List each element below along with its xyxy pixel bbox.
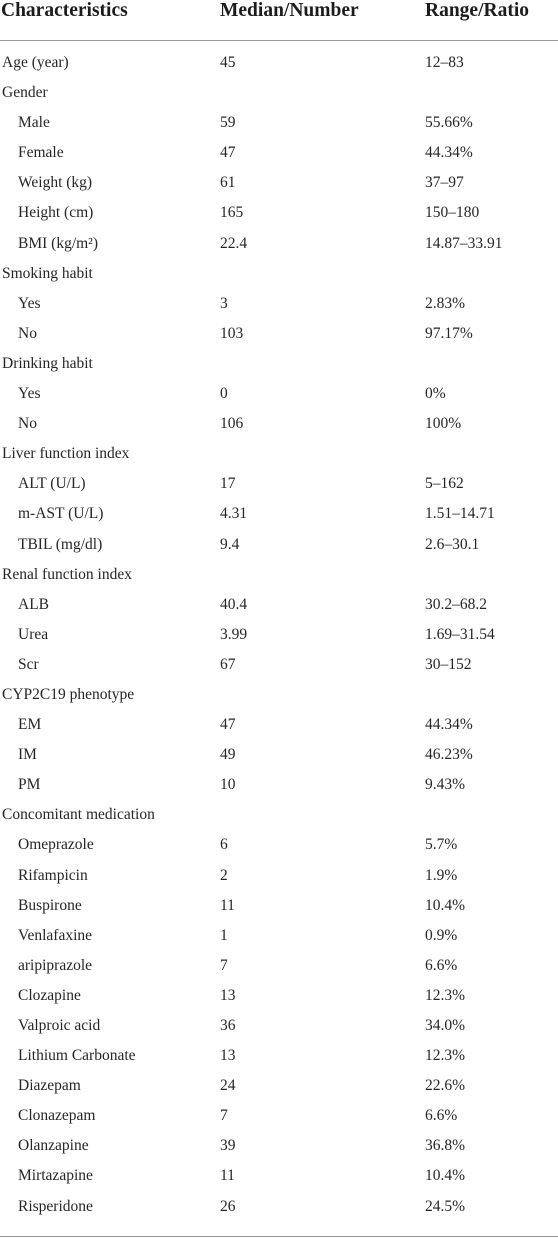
row-median-number: 7	[220, 956, 228, 974]
row-label: ALT (U/L)	[18, 475, 86, 493]
row-label: No	[18, 324, 37, 342]
row-label: Urea	[18, 625, 49, 643]
table-row	[0, 625, 558, 655]
row-median-number: 13	[220, 1047, 236, 1065]
row-range-ratio: 5.7%	[425, 836, 458, 854]
row-median-number: 39	[220, 1137, 236, 1155]
row-label: PM	[18, 776, 41, 794]
row-median-number: 3	[220, 294, 228, 312]
row-range-ratio: 22.6%	[425, 1077, 466, 1095]
row-range-ratio: 12.3%	[425, 1047, 466, 1065]
row-label: Rifampicin	[18, 866, 88, 884]
row-range-ratio: 46.23%	[425, 746, 473, 764]
row-median-number: 9.4	[220, 535, 240, 553]
row-label: Clonazepam	[18, 1107, 96, 1125]
table-row	[0, 1046, 558, 1076]
row-range-ratio: 1.69–31.54	[425, 625, 495, 643]
table-row	[0, 986, 558, 1016]
table-row	[0, 956, 558, 986]
row-median-number: 40.4	[220, 595, 248, 613]
row-label: Smoking habit	[2, 264, 93, 282]
row-range-ratio: 97.17%	[425, 324, 473, 342]
table-row	[0, 835, 558, 865]
row-label: Clozapine	[18, 986, 81, 1004]
row-median-number: 67	[220, 655, 236, 673]
header-range-ratio: Range/Ratio	[425, 0, 529, 21]
row-median-number: 10	[220, 776, 236, 794]
row-label: Weight (kg)	[18, 174, 93, 192]
header-median-number: Median/Number	[220, 0, 359, 21]
table-row	[0, 173, 558, 203]
row-median-number: 47	[220, 716, 236, 734]
row-label: Scr	[18, 655, 39, 673]
row-median-number: 45	[220, 54, 236, 71]
row-median-number: 11	[220, 896, 235, 914]
row-median-number: 103	[220, 324, 244, 342]
table-row	[0, 896, 558, 926]
row-label: Lithium Carbonate	[18, 1047, 136, 1065]
table-row	[0, 775, 558, 805]
row-range-ratio: 6.6%	[425, 1107, 458, 1125]
row-label: Concomitant medication	[2, 806, 155, 824]
row-median-number: 22.4	[220, 234, 248, 252]
table-row	[0, 1106, 558, 1136]
row-label: Male	[18, 114, 50, 132]
row-range-ratio: 55.66%	[425, 114, 473, 132]
row-median-number: 6	[220, 836, 228, 854]
row-label: IM	[18, 746, 37, 764]
table-row	[0, 203, 558, 233]
row-label: Female	[18, 144, 64, 162]
table-row	[0, 655, 558, 685]
row-range-ratio: 0%	[425, 385, 446, 403]
table-row	[0, 926, 558, 956]
row-label: Buspirone	[18, 896, 82, 914]
table-row	[0, 1166, 558, 1196]
header-characteristics: Characteristics	[1, 0, 128, 21]
table-group-row	[0, 264, 558, 294]
table-bottom-rule	[0, 1236, 558, 1237]
row-range-ratio: 34.0%	[425, 1017, 466, 1034]
row-label: aripiprazole	[18, 956, 93, 974]
table-group-row	[0, 565, 558, 595]
table-row	[0, 866, 558, 896]
row-median-number: 165	[220, 204, 244, 222]
table-row	[0, 715, 558, 745]
row-label: CYP2C19 phenotype	[2, 685, 135, 703]
row-range-ratio: 37–97	[425, 174, 464, 192]
table-group-row	[0, 444, 558, 474]
row-range-ratio: 10.4%	[425, 1167, 466, 1185]
row-median-number: 59	[220, 114, 236, 132]
row-label: BMI (kg/m²)	[18, 234, 98, 252]
row-label: Diazepam	[18, 1077, 81, 1095]
row-label: Olanzapine	[18, 1137, 89, 1155]
row-median-number: 2	[220, 866, 228, 884]
row-range-ratio: 100%	[425, 415, 462, 433]
row-median-number: 24	[220, 1077, 236, 1095]
row-label: No	[18, 415, 37, 433]
row-range-ratio: 30–152	[425, 655, 472, 673]
table-row	[0, 1076, 558, 1106]
row-median-number: 49	[220, 746, 236, 764]
row-median-number: 13	[220, 986, 236, 1004]
table-row	[0, 384, 558, 414]
table-row	[0, 324, 558, 354]
table-row	[0, 535, 558, 565]
row-range-ratio: 1.9%	[425, 866, 458, 884]
table-group-row	[0, 83, 558, 113]
table-row	[0, 595, 558, 625]
row-range-ratio: 0.9%	[425, 926, 458, 944]
row-label: Drinking habit	[2, 354, 93, 372]
row-median-number: 3.99	[220, 625, 248, 643]
row-range-ratio: 5–162	[425, 475, 464, 493]
table-header	[0, 0, 558, 41]
row-range-ratio: 44.34%	[425, 144, 473, 162]
row-range-ratio: 9.43%	[425, 776, 466, 794]
row-range-ratio: 14.87–33.91	[425, 234, 503, 252]
row-range-ratio: 12.3%	[425, 986, 466, 1004]
row-range-ratio: 24.5%	[425, 1197, 466, 1215]
table-row	[0, 1016, 558, 1046]
row-range-ratio: 12–83	[425, 54, 464, 71]
row-median-number: 4.31	[220, 505, 248, 523]
row-label: m-AST (U/L)	[18, 505, 104, 523]
table-body	[0, 53, 558, 1227]
row-range-ratio: 44.34%	[425, 716, 473, 734]
table-row	[0, 474, 558, 504]
row-range-ratio: 30.2–68.2	[425, 595, 487, 613]
row-median-number: 11	[220, 1167, 235, 1185]
row-range-ratio: 2.83%	[425, 294, 466, 312]
row-range-ratio: 6.6%	[425, 956, 458, 974]
table-group-row	[0, 805, 558, 835]
row-label: Age (year)	[2, 54, 69, 71]
row-median-number: 17	[220, 475, 236, 493]
row-label: Omeprazole	[18, 836, 94, 854]
table-row	[0, 113, 558, 143]
row-median-number: 7	[220, 1107, 228, 1125]
row-label: Yes	[18, 385, 41, 403]
table-group-row	[0, 354, 558, 384]
table-row	[0, 143, 558, 173]
row-range-ratio: 2.6–30.1	[425, 535, 480, 553]
table-row	[0, 414, 558, 444]
row-range-ratio: 10.4%	[425, 896, 466, 914]
table-row	[0, 1197, 558, 1227]
table-row	[0, 294, 558, 324]
row-median-number: 106	[220, 415, 244, 433]
row-label: Yes	[18, 294, 41, 312]
row-median-number: 26	[220, 1197, 236, 1215]
row-label: Height (cm)	[18, 204, 94, 222]
table-row	[0, 745, 558, 775]
row-median-number: 1	[220, 926, 228, 944]
row-label: Gender	[2, 84, 48, 102]
table-row	[0, 504, 558, 534]
row-label: Venlafaxine	[18, 926, 93, 944]
row-label: Liver function index	[2, 445, 130, 463]
row-label: Valproic acid	[18, 1017, 101, 1034]
table-group-row	[0, 53, 558, 83]
row-label: EM	[18, 716, 42, 734]
row-range-ratio: 36.8%	[425, 1137, 466, 1155]
row-median-number: 36	[220, 1017, 236, 1034]
row-label: Mirtazapine	[18, 1167, 93, 1185]
row-label: Risperidone	[18, 1197, 93, 1215]
table-row	[0, 1136, 558, 1166]
row-median-number: 0	[220, 385, 228, 403]
table-group-row	[0, 685, 558, 715]
row-median-number: 61	[220, 174, 236, 192]
table-row	[0, 234, 558, 264]
row-label: ALB	[18, 595, 49, 613]
row-median-number: 47	[220, 144, 236, 162]
row-label: TBIL (mg/dl)	[18, 535, 103, 553]
row-range-ratio: 1.51–14.71	[425, 505, 495, 523]
row-label: Renal function index	[2, 565, 132, 583]
row-range-ratio: 150–180	[425, 204, 480, 222]
